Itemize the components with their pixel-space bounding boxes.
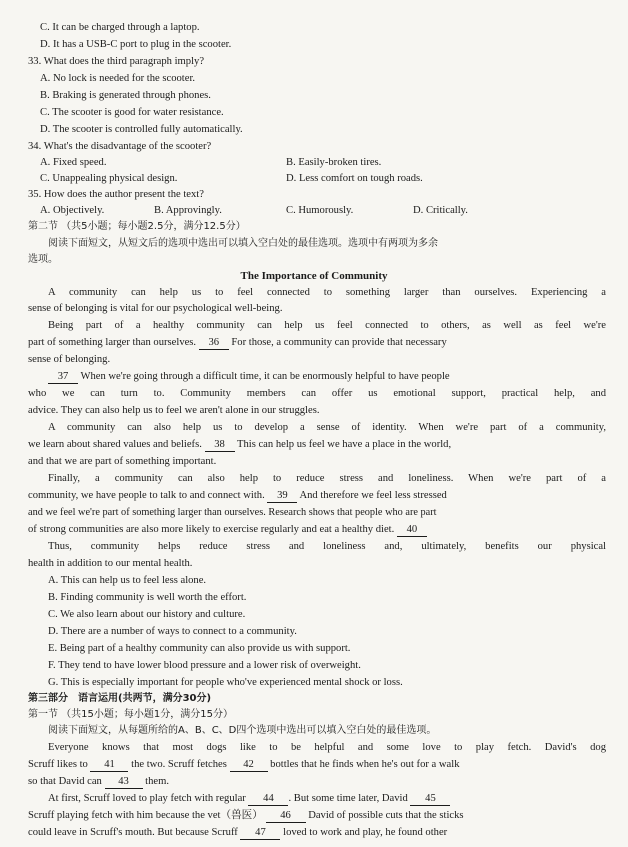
option-d-q32: D. It has a USB-C port to plug in the scooter. [40, 39, 232, 50]
q35-option-b: B. Approvingly. [154, 205, 222, 216]
q34-option-a: A. Fixed speed. [40, 157, 107, 168]
cloze-line3: so that David can 43 them. [28, 776, 169, 787]
question-33: 33. What does the third paragraph imply? [28, 56, 205, 67]
q35-option-c: C. Humorously. [286, 205, 354, 216]
q35-option-d: D. Critically. [413, 205, 468, 216]
passage-p3-line3: advice. They can also help us to feel we aren't alone in our struggles. [28, 405, 320, 416]
q34-option-c: C. Unappealing physical design. [40, 173, 178, 184]
blank-42: 42 [230, 758, 268, 772]
passage-p6-line2: health in addition to our mental health. [28, 558, 193, 569]
blank-36: 36 [199, 336, 229, 350]
passage-p3-line1: 37 When we're going through a difficult time, it can be enormously helpful to have people [48, 369, 450, 385]
choice-d: D. There are a number of ways to connect to a community. [48, 626, 297, 637]
blank-45: 45 [410, 792, 450, 806]
blank-44: 44 [248, 792, 288, 806]
part-3-heading: 第三部分 语言运用(共两节，满分30分) [28, 693, 212, 704]
q33-option-b: B. Braking is generated through phones. [40, 90, 211, 101]
cloze-line6: could leave in Scruff's mouth. But because Scruff 47 loved to work and play, he found other [28, 827, 448, 838]
choice-f: F. They tend to have lower blood pressure and a lower risk of overweight. [48, 660, 361, 671]
q34-option-d: D. Less comfort on tough roads. [286, 173, 423, 184]
passage-p5-line2: community, we have people to talk to and connect with. 39 And therefore we feel less stressed [28, 490, 447, 501]
cloze-line4: At first, Scruff loved to play fetch with regular 44 . But some time later, David 45 [48, 791, 450, 807]
passage-p4-line3: and that we are part of something important. [28, 456, 217, 467]
blank-46: 46 [266, 809, 306, 823]
choice-c: C. We also learn about our history and culture. [48, 609, 246, 620]
cloze-line5: Scruff playing fetch with him because the vet（兽医） 46 David of possible cuts that the sticks [28, 810, 464, 821]
passage-p1-line2: sense of belonging is vital for our psychological well-being. [28, 303, 283, 314]
passage-p2-line2: part of something larger than ourselves. 36 For those, a community can provide that necessary [28, 337, 447, 348]
section-2-instruction-cont: 选项。 [28, 254, 58, 265]
choice-a: A. This can help us to feel less alone. [48, 575, 207, 586]
passage-p5-line1: Finally, a community can also help to reduce stress and loneliness. When we're part of a [48, 473, 606, 484]
blank-39: 39 [267, 489, 297, 503]
q33-option-a: A. No lock is needed for the scooter. [40, 73, 196, 84]
cloze-line2: Scruff likes to 41 the two. Scruff fetches 42 bottles that he finds when he's out for a walk [28, 759, 460, 770]
passage-p2-line3: sense of belonging. [28, 354, 111, 365]
part-3-instruction: 阅读下面短文，从每题所给的A、B、C、D四个选项中选出可以填入空白处的最佳选项。 [48, 725, 437, 736]
passage-p5-line4: of strong communities are also more likely to exercise regularly and eat a healthy diet. 40 [28, 522, 427, 538]
choice-g: G. This is especially important for people who've experienced mental shock or loss. [48, 677, 403, 688]
blank-43: 43 [105, 775, 143, 789]
passage-p4-line1: A community can also help us to develop a sense of identity. When we're part of a community, [48, 422, 606, 433]
choice-e: E. Being part of a healthy community can also provide us with support. [48, 643, 351, 654]
passage-p6-line1: Thus, community helps reduce stress and loneliness and, ultimately, benefits our physical [48, 541, 606, 552]
passage-title: The Importance of Community [240, 270, 388, 282]
blank-40: 40 [397, 523, 427, 537]
passage-p4-line2: we learn about shared values and beliefs. 38 This can help us feel we have a place in the world, [28, 439, 452, 450]
q33-option-c: C. The scooter is good for water resistance. [40, 107, 224, 118]
choice-b: B. Finding community is well worth the effort. [48, 592, 247, 603]
section-2-heading: 第二节 （共5小题；每小题2.5分，满分12.5分） [28, 221, 246, 232]
option-c-q32: C. It can be charged through a laptop. [40, 22, 200, 33]
q33-option-d: D. The scooter is controlled fully automatically. [40, 124, 243, 135]
part-3-section-1-heading: 第一节 （共15小题；每小题1分，满分15分） [28, 709, 233, 720]
blank-37: 37 [48, 370, 78, 384]
q34-option-b: B. Easily-broken tires. [286, 157, 382, 168]
passage-p2-line1: Being part of a healthy community can help us feel connected to others, as well as feel we're [48, 320, 606, 331]
cloze-line1: Everyone knows that most dogs like to be helpful and some love to play fetch. David's dog [48, 742, 606, 753]
passage-p1-line1: A community can help us to feel connected to something larger than ourselves. Experiencing a [48, 287, 606, 298]
section-2-instruction: 阅读下面短文，从短文后的选项中选出可以填入空白处的最佳选项。选项中有两项为多余 [48, 238, 438, 249]
blank-41: 41 [90, 758, 128, 772]
question-34: 34. What's the disadvantage of the scooter? [28, 141, 212, 152]
passage-p5-line3: and we feel we're part of something larger than ourselves. Research shows that people who are part [28, 507, 437, 518]
question-35: 35. How does the author present the text? [28, 189, 204, 200]
blank-38: 38 [205, 438, 235, 452]
blank-47: 47 [240, 826, 280, 840]
passage-p3-line2: who we can turn to. Community members can offer us emotional support, practical help, and [28, 388, 606, 399]
q35-option-a: A. Objectively. [40, 205, 105, 216]
